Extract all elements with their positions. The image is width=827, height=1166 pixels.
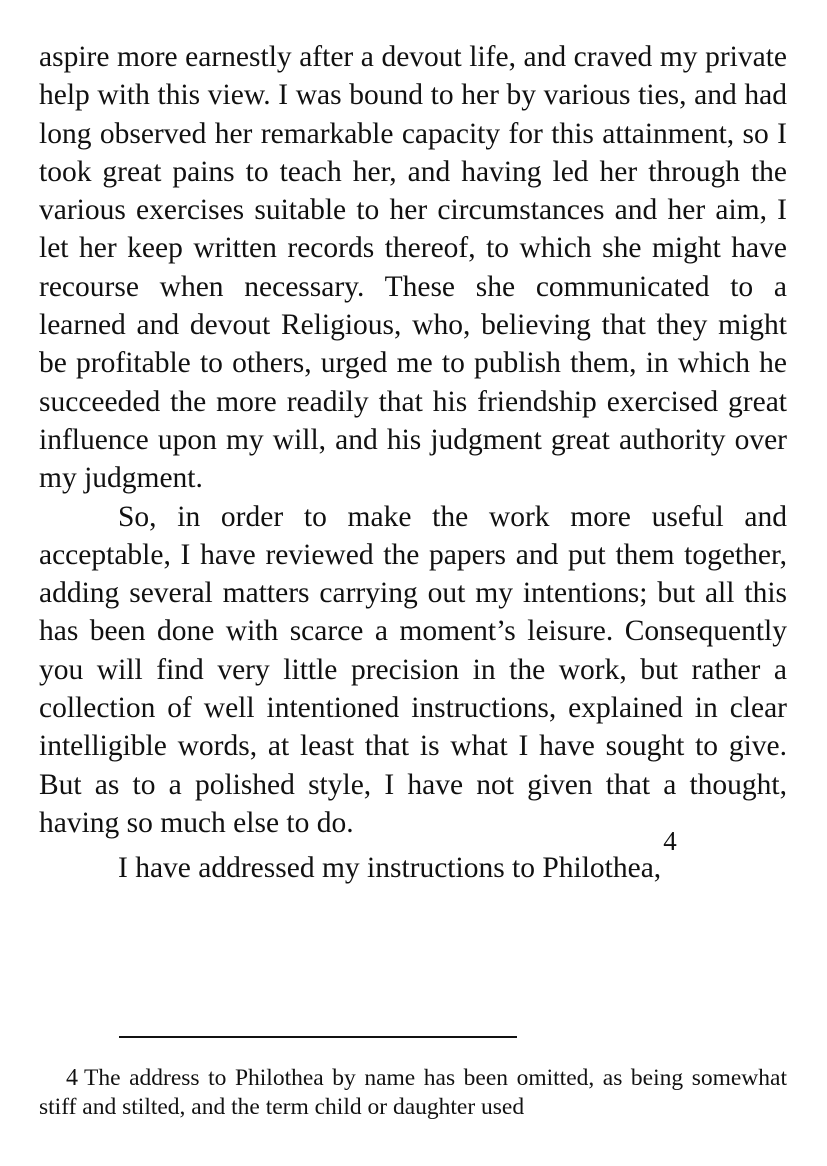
paragraph-2: So, in order to make the work more useful and acceptable, I have reviewed the papers and put them together, adding several matters carrying out my intentions; but all this has been done with scarce a moment’s leisure. Consequently you will find very little precision in the work, but rather a collection of well intentioned instructions, explained in clear intelligible words, at least that is what I have sought to give. But as to a polished style, I have not given that a thought, having so much else to do. xyxy=(39,500,787,839)
page-content xyxy=(39,38,787,888)
footnote-number: 4 xyxy=(66,1065,78,1091)
paragraph-1: aspire more earnestly after a devout life, and craved my private help with this view. I was bound to her by various ties, and had long observed her remarkable capacity for this attainment, so I took great pains to teach her, and having led her through the various exercises suitable to her circumstances and her aim, I let her keep written records thereof, to which she might have recourse when necessary. These she communicated to a learned and devout Religious, who, believing that they might be profitable to others, urged me to publish them, in which he succeeded the more readily that his friendship exercised great influence upon my will, and his judgment great authority over my judgment. xyxy=(39,41,787,495)
paragraph-3 xyxy=(39,826,787,887)
body-text xyxy=(39,38,787,888)
footnote xyxy=(39,1064,787,1122)
footnote-text: The address to Philothea by name has been omitted, as being somewhat stiff and stilted, and the term child or daughter used xyxy=(39,1065,787,1120)
paragraph-3-text: I have addressed my instructions to Philothea, xyxy=(118,852,662,885)
footnote-divider xyxy=(119,1036,517,1038)
footnote-reference[interactable]: 4 xyxy=(663,826,677,857)
